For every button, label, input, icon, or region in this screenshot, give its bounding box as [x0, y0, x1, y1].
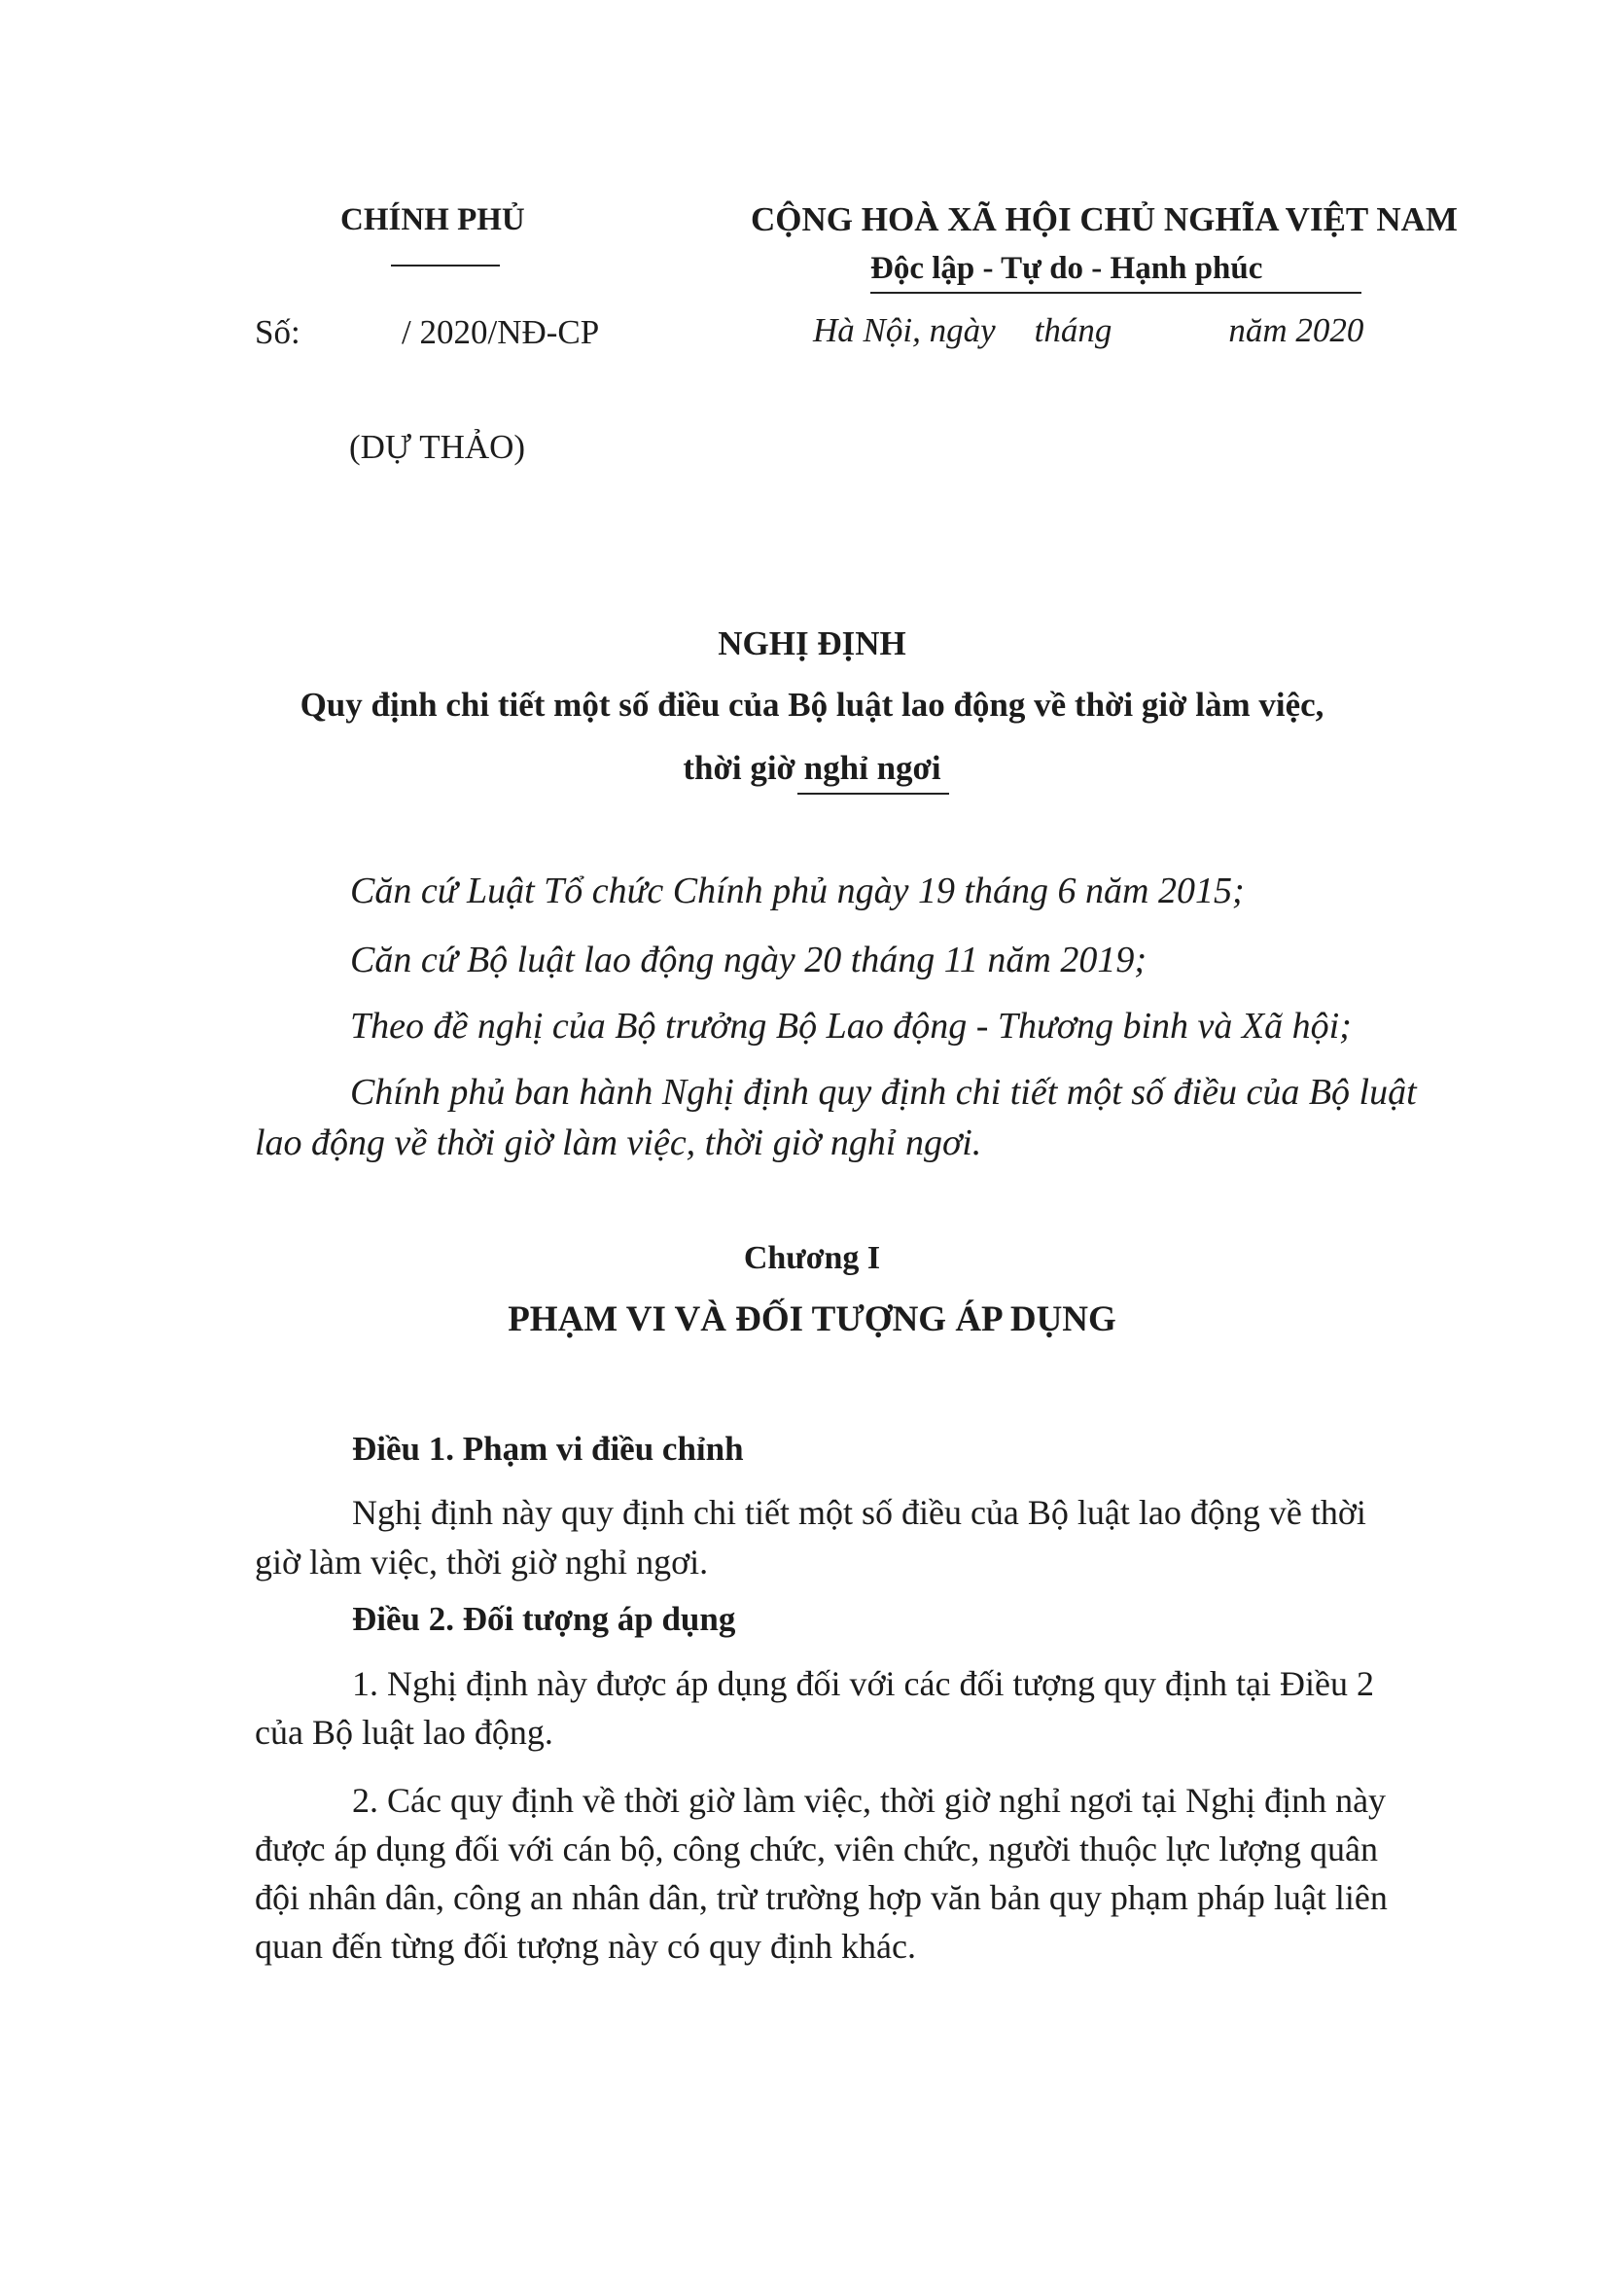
decree-subtitle-line-1: Quy định chi tiết một số điều của Bộ luật lao động về thời giờ làm việc,: [300, 686, 1324, 724]
article-1-text-line-2: giờ làm việc, thời giờ nghỉ ngơi.: [255, 1543, 709, 1582]
article-1-text-line-1: Nghị định này quy định chi tiết một số điều của Bộ luật lao động về thời: [352, 1493, 1366, 1532]
chapter-title: PHẠM VI VÀ ĐỐI TƯỢNG ÁP DỤNG: [508, 1299, 1116, 1339]
country-name: CỘNG HOÀ XÃ HỘI CHỦ NGHĨA VIỆT NAM: [751, 200, 1458, 238]
place-and-date: [813, 311, 1363, 350]
place-date-month: tháng: [1034, 311, 1112, 349]
issuer-underline: [391, 265, 500, 267]
article-2-clause-2-line-3: đội nhân dân, công an nhân dân, trừ trường hợp văn bản quy phạm pháp luật liên: [255, 1878, 1388, 1917]
article-2-heading: Điều 2. Đối tượng áp dụng: [352, 1600, 736, 1638]
decree-title: NGHỊ ĐỊNH: [718, 624, 906, 662]
motto-underline: [870, 292, 1361, 294]
decree-subtitle-line-2: thời giờ nghỉ ngơi: [683, 749, 941, 787]
national-motto: Độc lập - Tự do - Hạnh phúc: [870, 251, 1263, 286]
article-2-clause-2-line-1: 2. Các quy định về thời giờ làm việc, thời giờ nghỉ ngơi tại Nghị định này: [352, 1781, 1387, 1820]
article-1-heading: Điều 1. Phạm vi điều chỉnh: [352, 1430, 744, 1468]
article-2-clause-2-line-4: quan đến từng đối tượng này có quy định khác.: [255, 1927, 916, 1966]
legal-basis-3: Theo đề nghị của Bộ trưởng Bộ Lao động - Thương binh và Xã hội;: [350, 1006, 1352, 1047]
promulgation-statement-line-2: lao động về thời giờ làm việc, thời giờ nghỉ ngơi.: [255, 1122, 982, 1163]
legal-basis-1: Căn cứ Luật Tổ chức Chính phủ ngày 19 tháng 6 năm 2015;: [350, 871, 1245, 911]
title-underline: [797, 793, 949, 795]
document-number-value: / 2020/NĐ-CP: [402, 313, 600, 351]
chapter-label: Chương I: [743, 1240, 881, 1276]
place-date-prefix: Hà Nội, ngày: [813, 311, 996, 349]
article-2-clause-1-line-1: 1. Nghị định này được áp dụng đối với các đối tượng quy định tại Điều 2: [352, 1664, 1374, 1703]
legal-basis-2: Căn cứ Bộ luật lao động ngày 20 tháng 11 năm 2019;: [350, 940, 1147, 980]
issuer-name: CHÍNH PHỦ: [340, 202, 525, 237]
article-2-clause-2-line-2: được áp dụng đối với cán bộ, công chức, viên chức, người thuộc lực lượng quân: [255, 1830, 1378, 1868]
place-date-year: năm 2020: [1228, 311, 1364, 349]
draft-label: (DỰ THẢO): [349, 428, 526, 466]
promulgation-statement-line-1: Chính phủ ban hành Nghị định quy định chi tiết một số điều của Bộ luật: [350, 1072, 1417, 1113]
document-number-label: Số:: [255, 313, 300, 351]
article-2-clause-1-line-2: của Bộ luật lao động.: [255, 1713, 553, 1752]
